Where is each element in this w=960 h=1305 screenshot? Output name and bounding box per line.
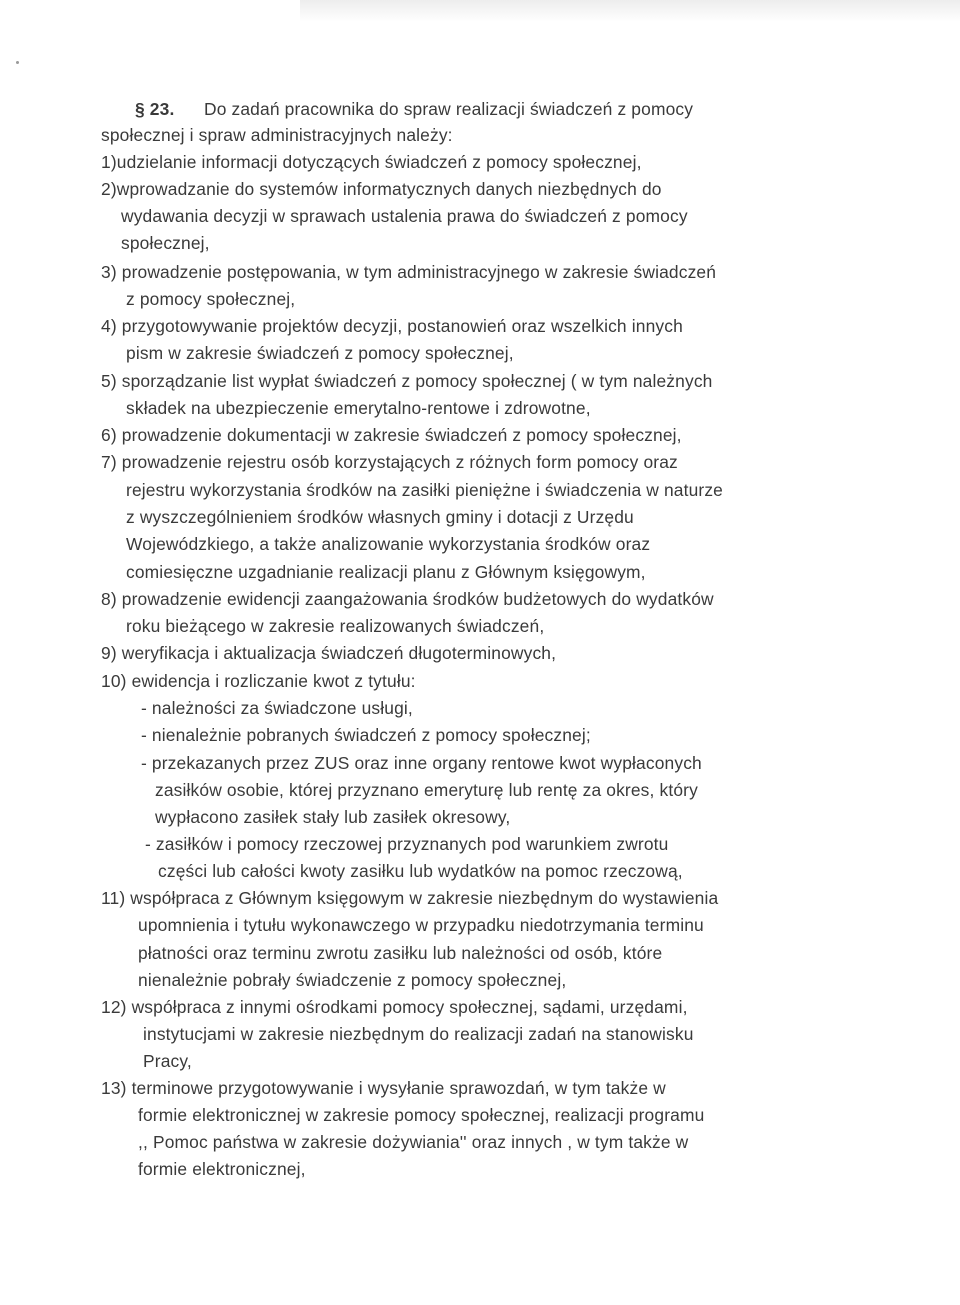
- list-item-2-cont: społecznej,: [121, 233, 210, 253]
- list-item-4-cont: pism w zakresie świadczeń z pomocy społecznej,: [126, 343, 514, 363]
- list-item-7: 7) prowadzenie rejestru osób korzystających z różnych form pomocy oraz: [101, 452, 678, 472]
- list-item-9: 9) weryfikacja i aktualizacja świadczeń długoterminowych,: [101, 643, 557, 663]
- list-item-7-cont: Wojewódzkiego, a także analizowanie wykorzystania środków oraz: [126, 534, 651, 554]
- list-item-10-sub: - przekazanych przez ZUS oraz inne organy rentowe kwot wypłaconych: [141, 753, 702, 773]
- list-item-13-cont: formie elektronicznej w zakresie pomocy społecznej, realizacji programu: [138, 1105, 705, 1125]
- section-number: § 23.: [135, 99, 175, 119]
- list-item-2: 2)wprowadzanie do systemów informatycznych danych niezbędnych do: [101, 179, 662, 199]
- scan-shadow: [300, 0, 960, 22]
- list-item-10-sub: - nienależnie pobranych świadczeń z pomocy społecznej;: [141, 725, 591, 745]
- list-item-5: 5) sporządzanie list wypłat świadczeń z pomocy społecznej ( w tym należnych: [101, 371, 713, 391]
- list-item-1: 1)udzielanie informacji dotyczących świadczeń z pomocy społecznej,: [101, 152, 642, 172]
- list-item-5-cont: składek na ubezpieczenie emerytalno-rentowe i zdrowotne,: [126, 398, 591, 418]
- list-item-12-cont: instytucjami w zakresie niezbędnym do realizacji zadań na stanowisku: [143, 1024, 694, 1044]
- list-item-6: 6) prowadzenie dokumentacji w zakresie świadczeń z pomocy społecznej,: [101, 425, 682, 445]
- list-item-3: 3) prowadzenie postępowania, w tym administracyjnego w zakresie świadczeń: [101, 262, 717, 282]
- section-intro-line: Do zadań pracownika do spraw realizacji świadczeń z pomocy: [204, 99, 694, 119]
- list-item-10-sub-cont: zasiłków osobie, której przyznano emeryturę lub rentę za okres, który: [155, 780, 698, 800]
- list-item-7-cont: rejestru wykorzystania środków na zasiłki pieniężne i świadczenia w naturze: [126, 480, 723, 500]
- list-item-12: 12) współpraca z innymi ośrodkami pomocy społecznej, sądami, urzędami,: [101, 997, 688, 1017]
- list-item-10: 10) ewidencja i rozliczanie kwot z tytułu:: [101, 671, 416, 691]
- list-item-13-cont: ,, Pomoc państwa w zakresie dożywiania'' oraz innych , w tym także w: [138, 1132, 689, 1152]
- list-item-4: 4) przygotowywanie projektów decyzji, postanowień oraz wszelkich innych: [101, 316, 683, 336]
- list-item-7-cont: comiesięczne uzgadnianie realizacji planu z Głównym księgowym,: [126, 562, 646, 582]
- scan-speck: [16, 61, 19, 64]
- list-item-11-cont: nienależnie pobrały świadczenie z pomocy społecznej,: [138, 970, 567, 990]
- list-item-8: 8) prowadzenie ewidencji zaangażowania środków budżetowych do wydatków: [101, 589, 714, 609]
- list-item-10-sub: - zasiłków i pomocy rzeczowej przyznanych pod warunkiem zwrotu: [145, 834, 669, 854]
- list-item-10-sub-cont: części lub całości kwoty zasiłku lub wydatków na pomoc rzeczową,: [158, 861, 683, 881]
- list-item-11-cont: upomnienia i tytułu wykonawczego w przypadku niedotrzymania terminu: [138, 915, 704, 935]
- list-item-11: 11) współpraca z Głównym księgowym w zakresie niezbędnym do wystawienia: [101, 888, 719, 908]
- list-item-7-cont: z wyszczególnieniem środków własnych gminy i dotacji z Urzędu: [126, 507, 634, 527]
- list-item-2-cont: wydawania decyzji w sprawach ustalenia prawa do świadczeń z pomocy: [121, 206, 688, 226]
- list-item-3-cont: z pomocy społecznej,: [126, 289, 296, 309]
- list-item-13-cont: formie elektronicznej,: [138, 1159, 306, 1179]
- list-item-13: 13) terminowe przygotowywanie i wysyłanie sprawozdań, w tym także w: [101, 1078, 666, 1098]
- list-item-10-sub-cont: wypłacono zasiłek stały lub zasiłek okresowy,: [155, 807, 511, 827]
- list-item-10-sub: - należności za świadczone usługi,: [141, 698, 413, 718]
- section-intro-line: społecznej i spraw administracyjnych należy:: [101, 125, 453, 145]
- list-item-11-cont: płatności oraz terminu zwrotu zasiłku lub należności od osób, które: [138, 943, 663, 963]
- list-item-8-cont: roku bieżącego w zakresie realizowanych świadczeń,: [126, 616, 545, 636]
- list-item-12-cont: Pracy,: [143, 1051, 192, 1071]
